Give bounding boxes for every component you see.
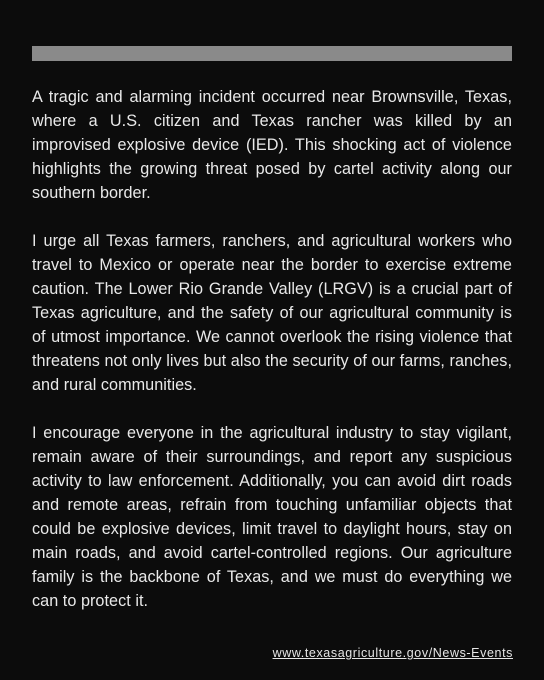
paragraph-caution: I urge all Texas farmers, ranchers, and agricultural workers who travel to Mexico or operate near the border to exercise extreme caution. The Lower Rio Grande Valley (LRGV) is a crucial part of Texas agriculture, and the safety of our agricultural community is of utmost importance. We cannot overlook the rising violence that threatens not only lives but also the security of our farms, ranches, and rural communities. [32,232,512,394]
header-bar [32,46,512,61]
paragraph-recommendations: I encourage everyone in the agricultural industry to stay vigilant, remain aware of their surroundings, and report any suspicious activity to law enforcement. Additionally, you can avoid dirt roads and remote areas, refrain from touching unfamiliar objects that could be explosive devices, limit travel to daylight hours, stay on main roads, and avoid cartel-controlled regions. Our agriculture family is the backbone of Texas, and we must do everything we can to protect it. [32,424,512,610]
statement-body [32,85,512,637]
paragraph-incident: A tragic and alarming incident occurred near Brownsville, Texas, where a U.S. citizen and Texas rancher was killed by an improvised explosive device (IED). This shocking act of violence highlights the growing threat posed by cartel activity along our southern border. [32,88,512,202]
news-events-link[interactable]: www.texasagriculture.gov/News-Events [272,646,513,660]
